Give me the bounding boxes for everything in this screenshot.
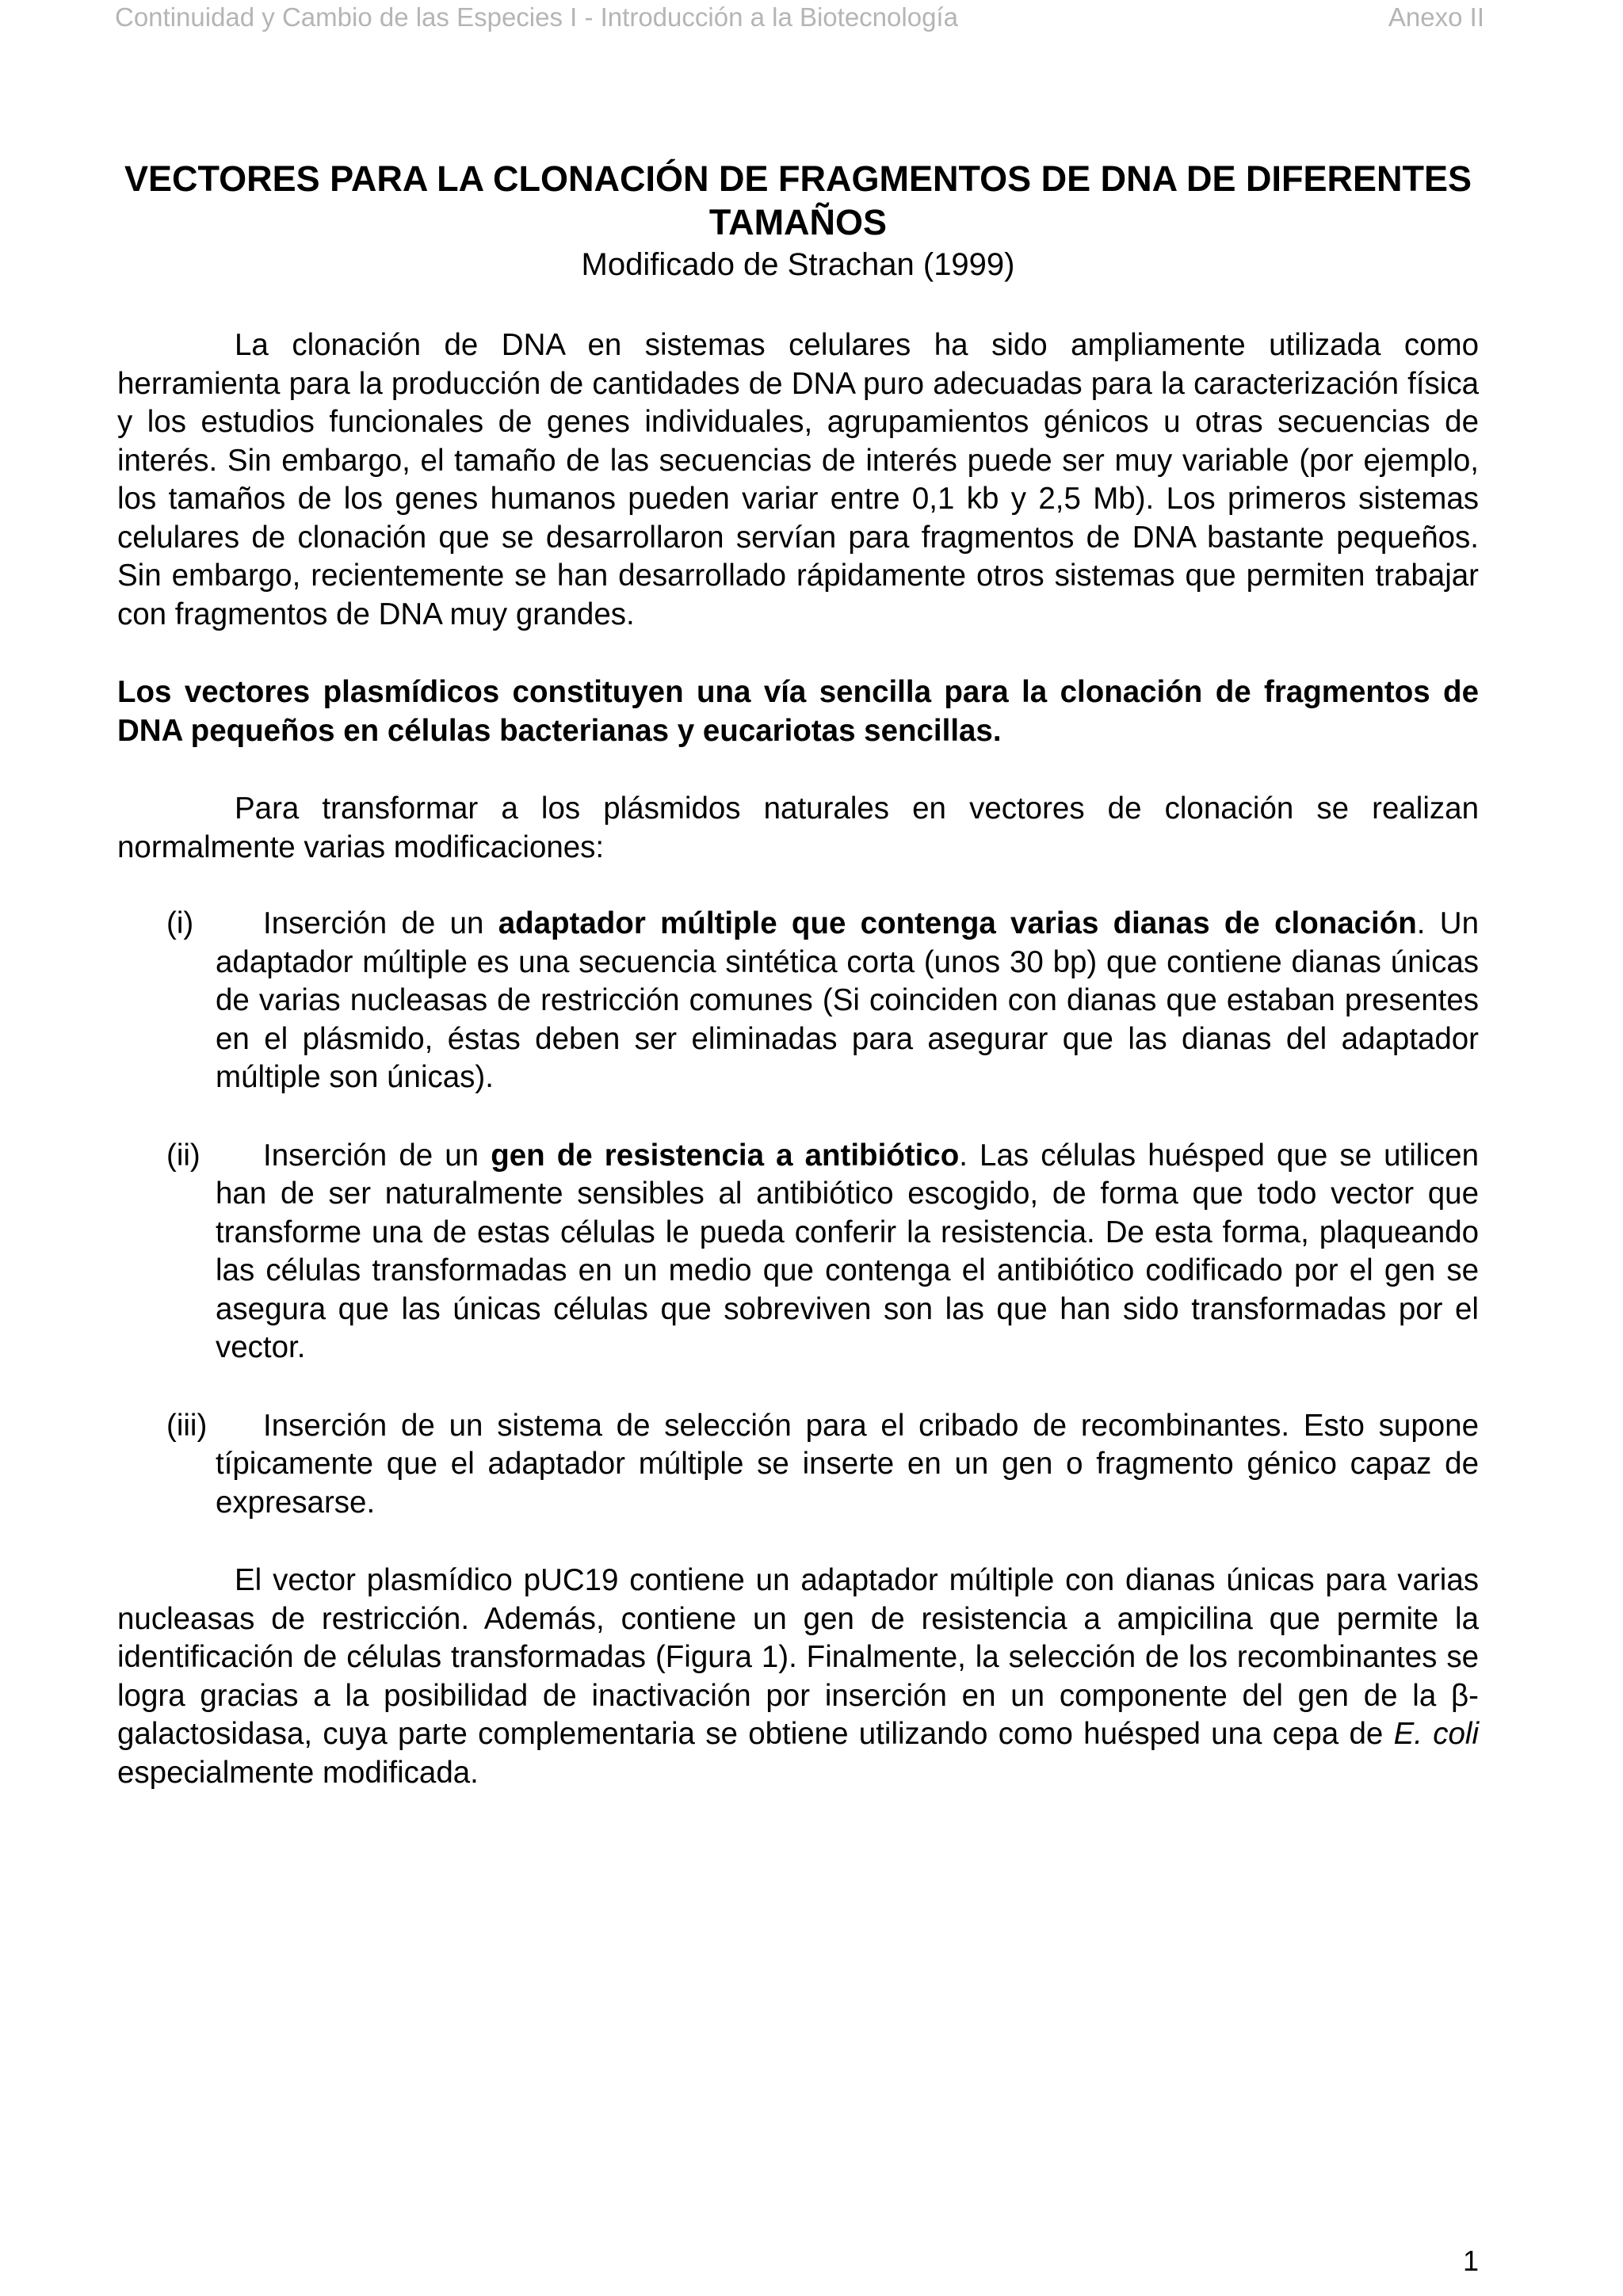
species-name: E. coli (1393, 1717, 1480, 1751)
puc19-paragraph-main: El vector plasmídico pUC19 contiene un adaptador múltiple con dianas únicas para varias nucleasas de restricción. Además, contiene un gen de resistencia a ampicilina que permite la identificación de células transformadas (Figura 1). Finalmente, la selección de los recombinantes se logra gracias a la posibilidad de inactivación por inserción en un componente del gen de la β-galactosidasa, cuya parte complementaria se obtiene utilizando como huésped una cepa de (117, 1563, 1479, 1751)
list-item-lead: Inserción de un sistema de selección para el cribado de recombinantes. Esto supone típicamente que el adaptador múltiple se inserte en un gen o fragmento génico capaz de expresarse. (216, 1408, 1479, 1520)
running-header-title: Continuidad y Cambio de las Especies I - Introducción a la Biotecnología (115, 2, 958, 32)
puc19-paragraph (117, 1562, 1479, 1792)
list-item (117, 1137, 1479, 1367)
document-title: VECTORES PARA LA CLONACIÓN DE FRAGMENTOS DE DNA DE DIFERENTES TAMAÑOS (124, 158, 1472, 242)
list-item-lead: Inserción de un (263, 1138, 491, 1173)
list-item-bold: gen de resistencia a antibiótico (491, 1138, 960, 1173)
list-item-rest: . Un adaptador múltiple es una secuencia sintética corta (unos 30 bp) que contiene dianas únicas de varias nucleasas de restricción comunes (Si coinciden con dianas que estaban presentes en el plásmido, éstas deben ser eliminadas para asegurar que las dianas del adaptador múltiple son únicas). (216, 906, 1479, 1094)
modifications-intro-paragraph: Para transformar a los plásmidos naturales en vectores de clonación se realizan normalmente varias modificaciones: (117, 791, 1479, 864)
intro-paragraph: La clonación de DNA en sistemas celulares ha sido ampliamente utilizada como herramienta para la producción de cantidades de DNA puro adecuadas para la caracterización física y los estudios funcionales de genes individuales, agrupamientos génicos u otras secuencias de interés. Sin embargo, el tamaño de las secuencias de interés puede ser muy variable (por ejemplo, los tamaños de los genes humanos pueden variar entre 0,1 kb y 2,5 Mb). Los primeros sistemas celulares de clonación que se desarrollaron servían para fragmentos de DNA bastante pequeños. Sin embargo, recientemente se han desarrollado rápidamente otros sistemas que permiten trabajar con fragmentos de DNA muy grandes. (117, 328, 1479, 631)
list-item (117, 905, 1479, 1097)
list-marker: (i) (166, 906, 194, 940)
list-marker: (iii) (166, 1408, 208, 1443)
list-marker: (ii) (166, 1138, 200, 1173)
list-item-lead: Inserción de un (263, 906, 498, 940)
list-item-bold: adaptador múltiple que contenga varias dianas de clonación (498, 906, 1417, 940)
page-number: 1 (1462, 2245, 1479, 2277)
document-subtitle: Modificado de Strachan (1999) (581, 247, 1015, 282)
document-body (117, 157, 1479, 1792)
list-item-rest: . Las células huésped que se utilicen han de ser naturalmente sensibles al antibiótico escogido, de forma que todo vector que transforme una de estas células le pueda conferir la resistencia. De esta forma, plaqueando las células transformadas en un medio que contenga el antibiótico codificado por el gen se asegura que las únicas células que sobreviven son las que han sido transformadas por el vector. (216, 1138, 1479, 1364)
list-item (117, 1407, 1479, 1523)
bold-statement: Los vectores plasmídicos constituyen una vía sencilla para la clonación de fragmentos de DNA pequeños en células bacterianas y eucariotas sencillas. (117, 675, 1479, 748)
running-header-annex: Anexo II (1388, 2, 1484, 32)
puc19-paragraph-end: especialmente modificada. (117, 1755, 479, 1790)
